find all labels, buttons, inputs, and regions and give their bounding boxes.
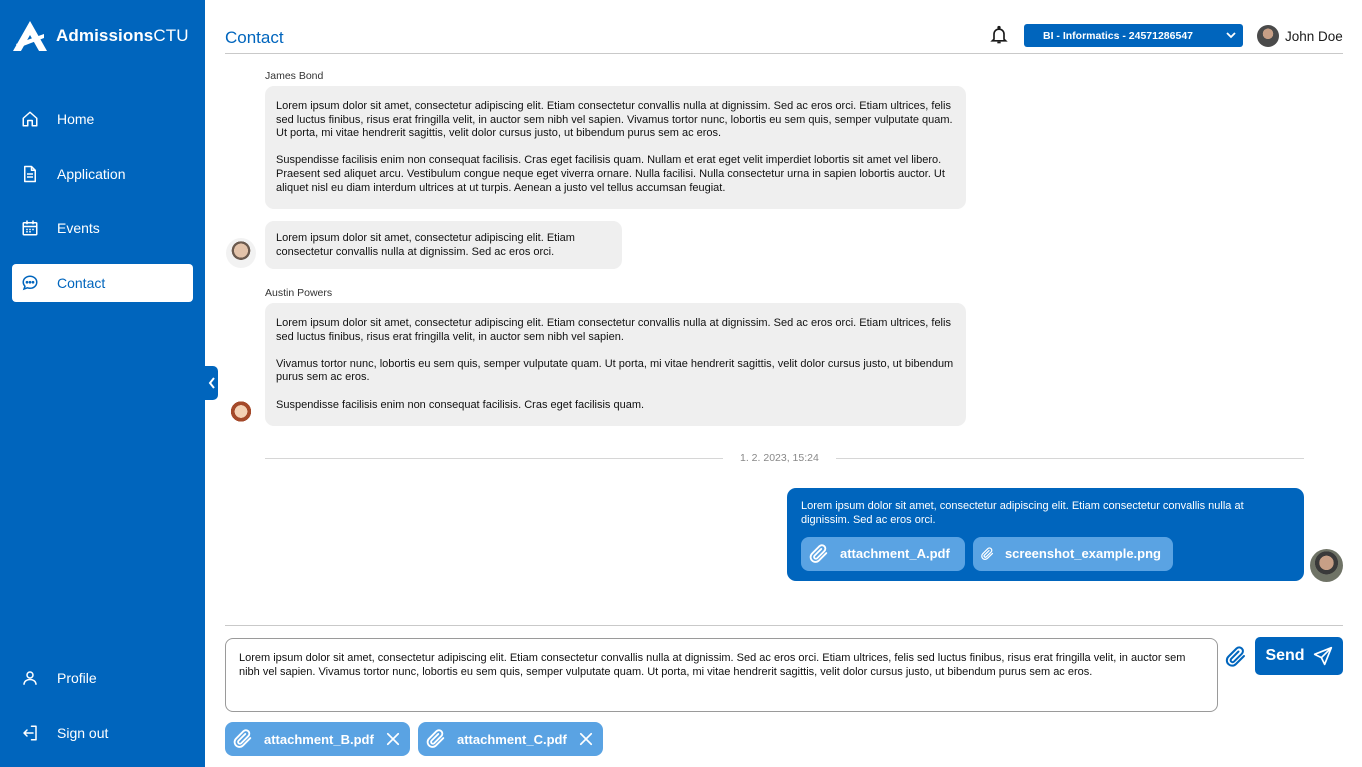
message-paragraph: Lorem ipsum dolor sit amet, consectetur adipiscing elit. Etiam consectetur convallis nulla at dignissim. Sed ac eros orci. bbox=[801, 500, 1244, 526]
message-paragraph: Lorem ipsum dolor sit amet, consectetur adipiscing elit. Etiam consectetur convallis nulla at dignissim. Sed ac eros orci. bbox=[276, 232, 575, 258]
chat-icon bbox=[21, 274, 39, 292]
message-bubble bbox=[265, 303, 966, 426]
user-icon bbox=[21, 669, 39, 687]
sidebar-item-events[interactable] bbox=[12, 209, 193, 247]
program-select[interactable] bbox=[1024, 24, 1243, 47]
message-paragraph: Lorem ipsum dolor sit amet, consectetur adipiscing elit. Etiam consectetur convallis nulla at dignissim. Sed ac eros orci. Etiam ultrices, felis sed luctus finibus, risus erat fringilla velit, in auctor sem nibh vel sapien. Vivamus tortor nunc, lobortis eu sem quis, semper vulputate quam. Ut porta, mi vitae hendrerit sagittis, velit dolor cursus justo, ut bibendum purus sem ac eros. bbox=[276, 100, 953, 140]
send-icon bbox=[1313, 646, 1333, 666]
pending-attachment-chip[interactable] bbox=[225, 722, 410, 756]
message-paragraph: Vivamus tortor nunc, lobortis eu sem quis, semper vulputate quam. Ut porta, mi vitae hendrerit sagittis, velit dolor cursus justo, ut bibendum purus sem ac eros. bbox=[276, 357, 954, 384]
header bbox=[225, 20, 1343, 54]
message-bubble bbox=[265, 86, 966, 209]
sidebar-nav bbox=[12, 100, 193, 318]
sidebar-item-sign-out[interactable] bbox=[12, 714, 193, 752]
attachment-chip[interactable] bbox=[801, 537, 965, 571]
sidebar-item-label: Contact bbox=[57, 274, 106, 291]
sidebar-item-contact[interactable] bbox=[12, 264, 193, 302]
sidebar-item-label: Home bbox=[57, 111, 95, 127]
date-divider-label: 1. 2. 2023, 15:24 bbox=[723, 452, 836, 464]
home-icon bbox=[21, 110, 39, 128]
sidebar-item-application[interactable] bbox=[12, 155, 193, 193]
paperclip-icon bbox=[808, 543, 830, 565]
sidebar-item-label: Application bbox=[57, 165, 126, 182]
bell-icon[interactable] bbox=[989, 25, 1009, 45]
user-name: John Doe bbox=[1285, 28, 1343, 44]
paperclip-icon[interactable] bbox=[1224, 645, 1248, 669]
close-icon[interactable] bbox=[384, 730, 402, 748]
message-paragraph: Lorem ipsum dolor sit amet, consectetur adipiscing elit. Etiam consectetur convallis nulla at dignissim. Sed ac eros orci. Etiam ultrices, felis sed luctus finibus, risus erat fringilla velit, in auctor sem nibh vel sapien. bbox=[276, 317, 951, 343]
chevron-down-icon bbox=[1225, 29, 1237, 41]
message-input[interactable]: Lorem ipsum dolor sit amet, consectetur adipiscing elit. Etiam consectetur convallis nulla at dignissim. Sed ac eros orci. Etiam ultrices, felis sed luctus finibus, risus erat fringilla velit, in auctor sem nibh vel sapien. Vivamus tortor nunc, lobortis eu sem quis, semper vulputate quam. Ut porta, mi vitae hendrerit sagittis, velit dolor cursus justo, ut bibendum purus sem ac eros. bbox=[225, 638, 1218, 712]
avatar bbox=[226, 238, 256, 268]
message-paragraph: Suspendisse facilisis enim non consequat facilisis. Cras eget facilisis quam. Nullam et erat eget velit imperdiet lobortis sit amet vel libero. Praesent sed aliquet arcu. Vestibulum congue neque eget viverra ornare. Nulla facilisi. Nulla consectetur urna in sapien lobortis auctor. Ut aliquet nisl eu diam interdum ultrices at ut turpis. Aenean a justo vel tellus accumsan feugiat. bbox=[276, 154, 945, 194]
avatar bbox=[1257, 25, 1279, 47]
message-bubble bbox=[265, 221, 622, 269]
sidebar-item-label: Sign out bbox=[57, 724, 109, 741]
paperclip-icon bbox=[425, 728, 447, 750]
calendar-icon bbox=[21, 219, 39, 237]
sidebar bbox=[0, 0, 205, 767]
sidebar-item-label: Events bbox=[57, 220, 100, 236]
sidebar-item-home[interactable] bbox=[12, 100, 193, 138]
paperclip-icon bbox=[980, 543, 995, 565]
page-title: Contact bbox=[225, 28, 284, 47]
program-select-value: BI - Informatics - 24571286547 bbox=[1043, 29, 1193, 42]
logo-text: AdmissionsCTU bbox=[56, 26, 189, 45]
attachment-name: screenshot_example.png bbox=[1004, 546, 1161, 562]
composer-divider bbox=[225, 625, 1343, 626]
message-paragraph: Suspendisse facilisis enim non consequat facilisis. Cras eget facilisis quam. bbox=[276, 398, 645, 411]
message-sender: James Bond bbox=[265, 70, 324, 82]
send-button[interactable] bbox=[1255, 637, 1343, 675]
chevron-left-icon bbox=[208, 377, 216, 389]
logo-mark-icon bbox=[12, 20, 48, 52]
user-menu[interactable] bbox=[1257, 25, 1343, 47]
paperclip-icon bbox=[232, 728, 254, 750]
sidebar-item-label: Profile bbox=[57, 670, 97, 686]
document-icon bbox=[21, 165, 39, 183]
attachment-name: attachment_B.pdf bbox=[264, 731, 374, 747]
app-logo[interactable] bbox=[12, 20, 189, 52]
message-sender: Austin Powers bbox=[265, 287, 333, 299]
close-icon[interactable] bbox=[577, 730, 595, 748]
attachment-chip[interactable] bbox=[973, 537, 1173, 571]
attachment-list bbox=[801, 537, 1173, 571]
avatar bbox=[1310, 549, 1343, 582]
pending-attachment-list bbox=[225, 722, 603, 756]
attachment-name: attachment_C.pdf bbox=[457, 731, 567, 747]
my-message-bubble bbox=[787, 488, 1304, 581]
sign-out-icon bbox=[21, 724, 39, 742]
pending-attachment-chip[interactable] bbox=[418, 722, 603, 756]
collapse-sidebar-button[interactable] bbox=[205, 366, 218, 400]
sidebar-item-profile[interactable] bbox=[12, 659, 193, 697]
avatar bbox=[226, 398, 256, 428]
send-button-label: Send bbox=[1265, 647, 1305, 664]
sidebar-bottom-nav bbox=[12, 659, 193, 767]
attachment-name: attachment_A.pdf bbox=[840, 546, 950, 562]
